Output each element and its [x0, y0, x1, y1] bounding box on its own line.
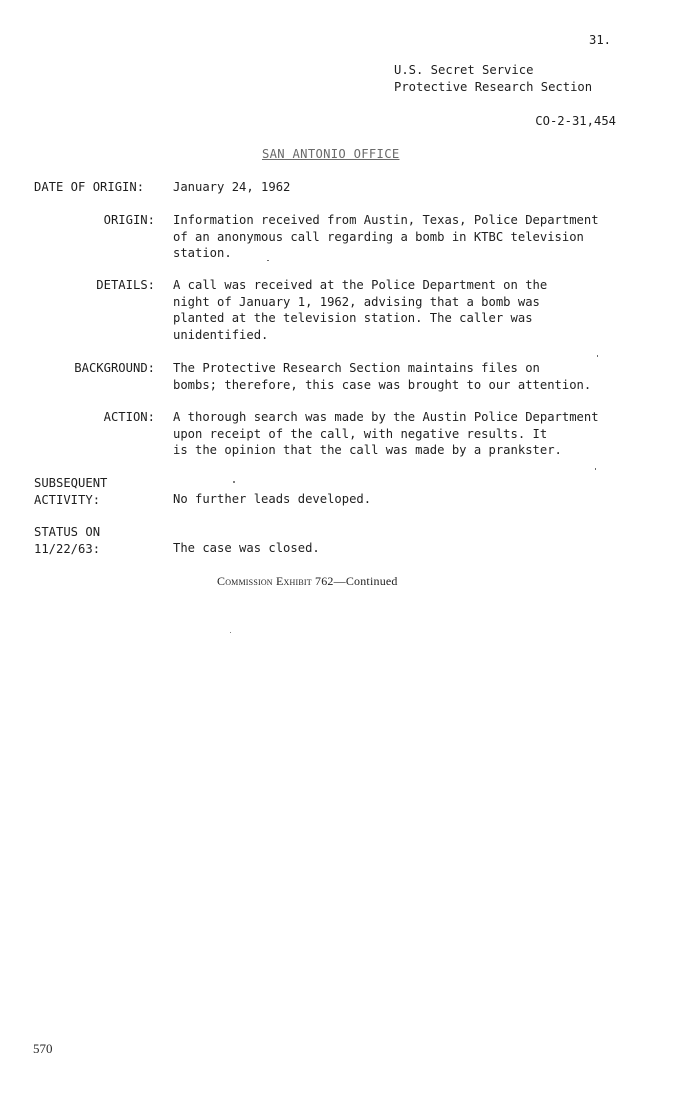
- office-title: SAN ANTONIO OFFICE: [262, 147, 400, 161]
- subsequent-activity-value: No further leads developed.: [173, 492, 372, 506]
- section-name: Protective Research Section: [394, 79, 593, 94]
- background-value: The Protective Research Section maintains files on bombs; therefore, this case was brought to our attention.: [173, 361, 592, 392]
- origin-label: ORIGIN:: [103, 213, 155, 227]
- date-of-origin-value: January 24, 1962: [173, 180, 291, 194]
- agency-header: [394, 62, 592, 95]
- date-of-origin-label: DATE OF ORIGIN:: [34, 180, 145, 194]
- subsequent-activity-label: SUBSEQUENT ACTIVITY:: [34, 476, 108, 507]
- scan-speck: [267, 260, 269, 261]
- exhibit-caption-prefix: Commission Exhibit 762: [217, 574, 334, 588]
- exhibit-caption-suffix: —Continued: [333, 574, 398, 588]
- scan-speck: [597, 355, 598, 357]
- details-value: A call was received at the Police Department on the night of January 1, 1962, advising that a bomb was planted at the television station. The caller was unidentified.: [173, 278, 548, 342]
- background-label: BACKGROUND:: [74, 361, 155, 375]
- action-label: ACTION:: [103, 410, 155, 424]
- scan-speck: [595, 468, 596, 470]
- action-value: A thorough search was made by the Austin Police Department upon receipt of the call, with negative results. It is the opinion that the call was made by a prankster.: [173, 410, 599, 458]
- status-value: The case was closed.: [173, 541, 320, 555]
- status-label: STATUS ON 11/22/63:: [34, 525, 101, 556]
- details-label: DETAILS:: [96, 278, 155, 292]
- file-number: CO-2-31,454: [535, 114, 616, 128]
- scan-speck: [233, 481, 235, 483]
- page-number: 31.: [589, 33, 612, 47]
- agency-name: U.S. Secret Service: [394, 63, 534, 77]
- footer-page-number: 570: [33, 1041, 53, 1056]
- scan-speck: [230, 632, 231, 633]
- exhibit-caption: [217, 574, 398, 589]
- origin-value: Information received from Austin, Texas, Police Department of an anonymous call regarding a bomb in KTBC television station.: [173, 213, 599, 261]
